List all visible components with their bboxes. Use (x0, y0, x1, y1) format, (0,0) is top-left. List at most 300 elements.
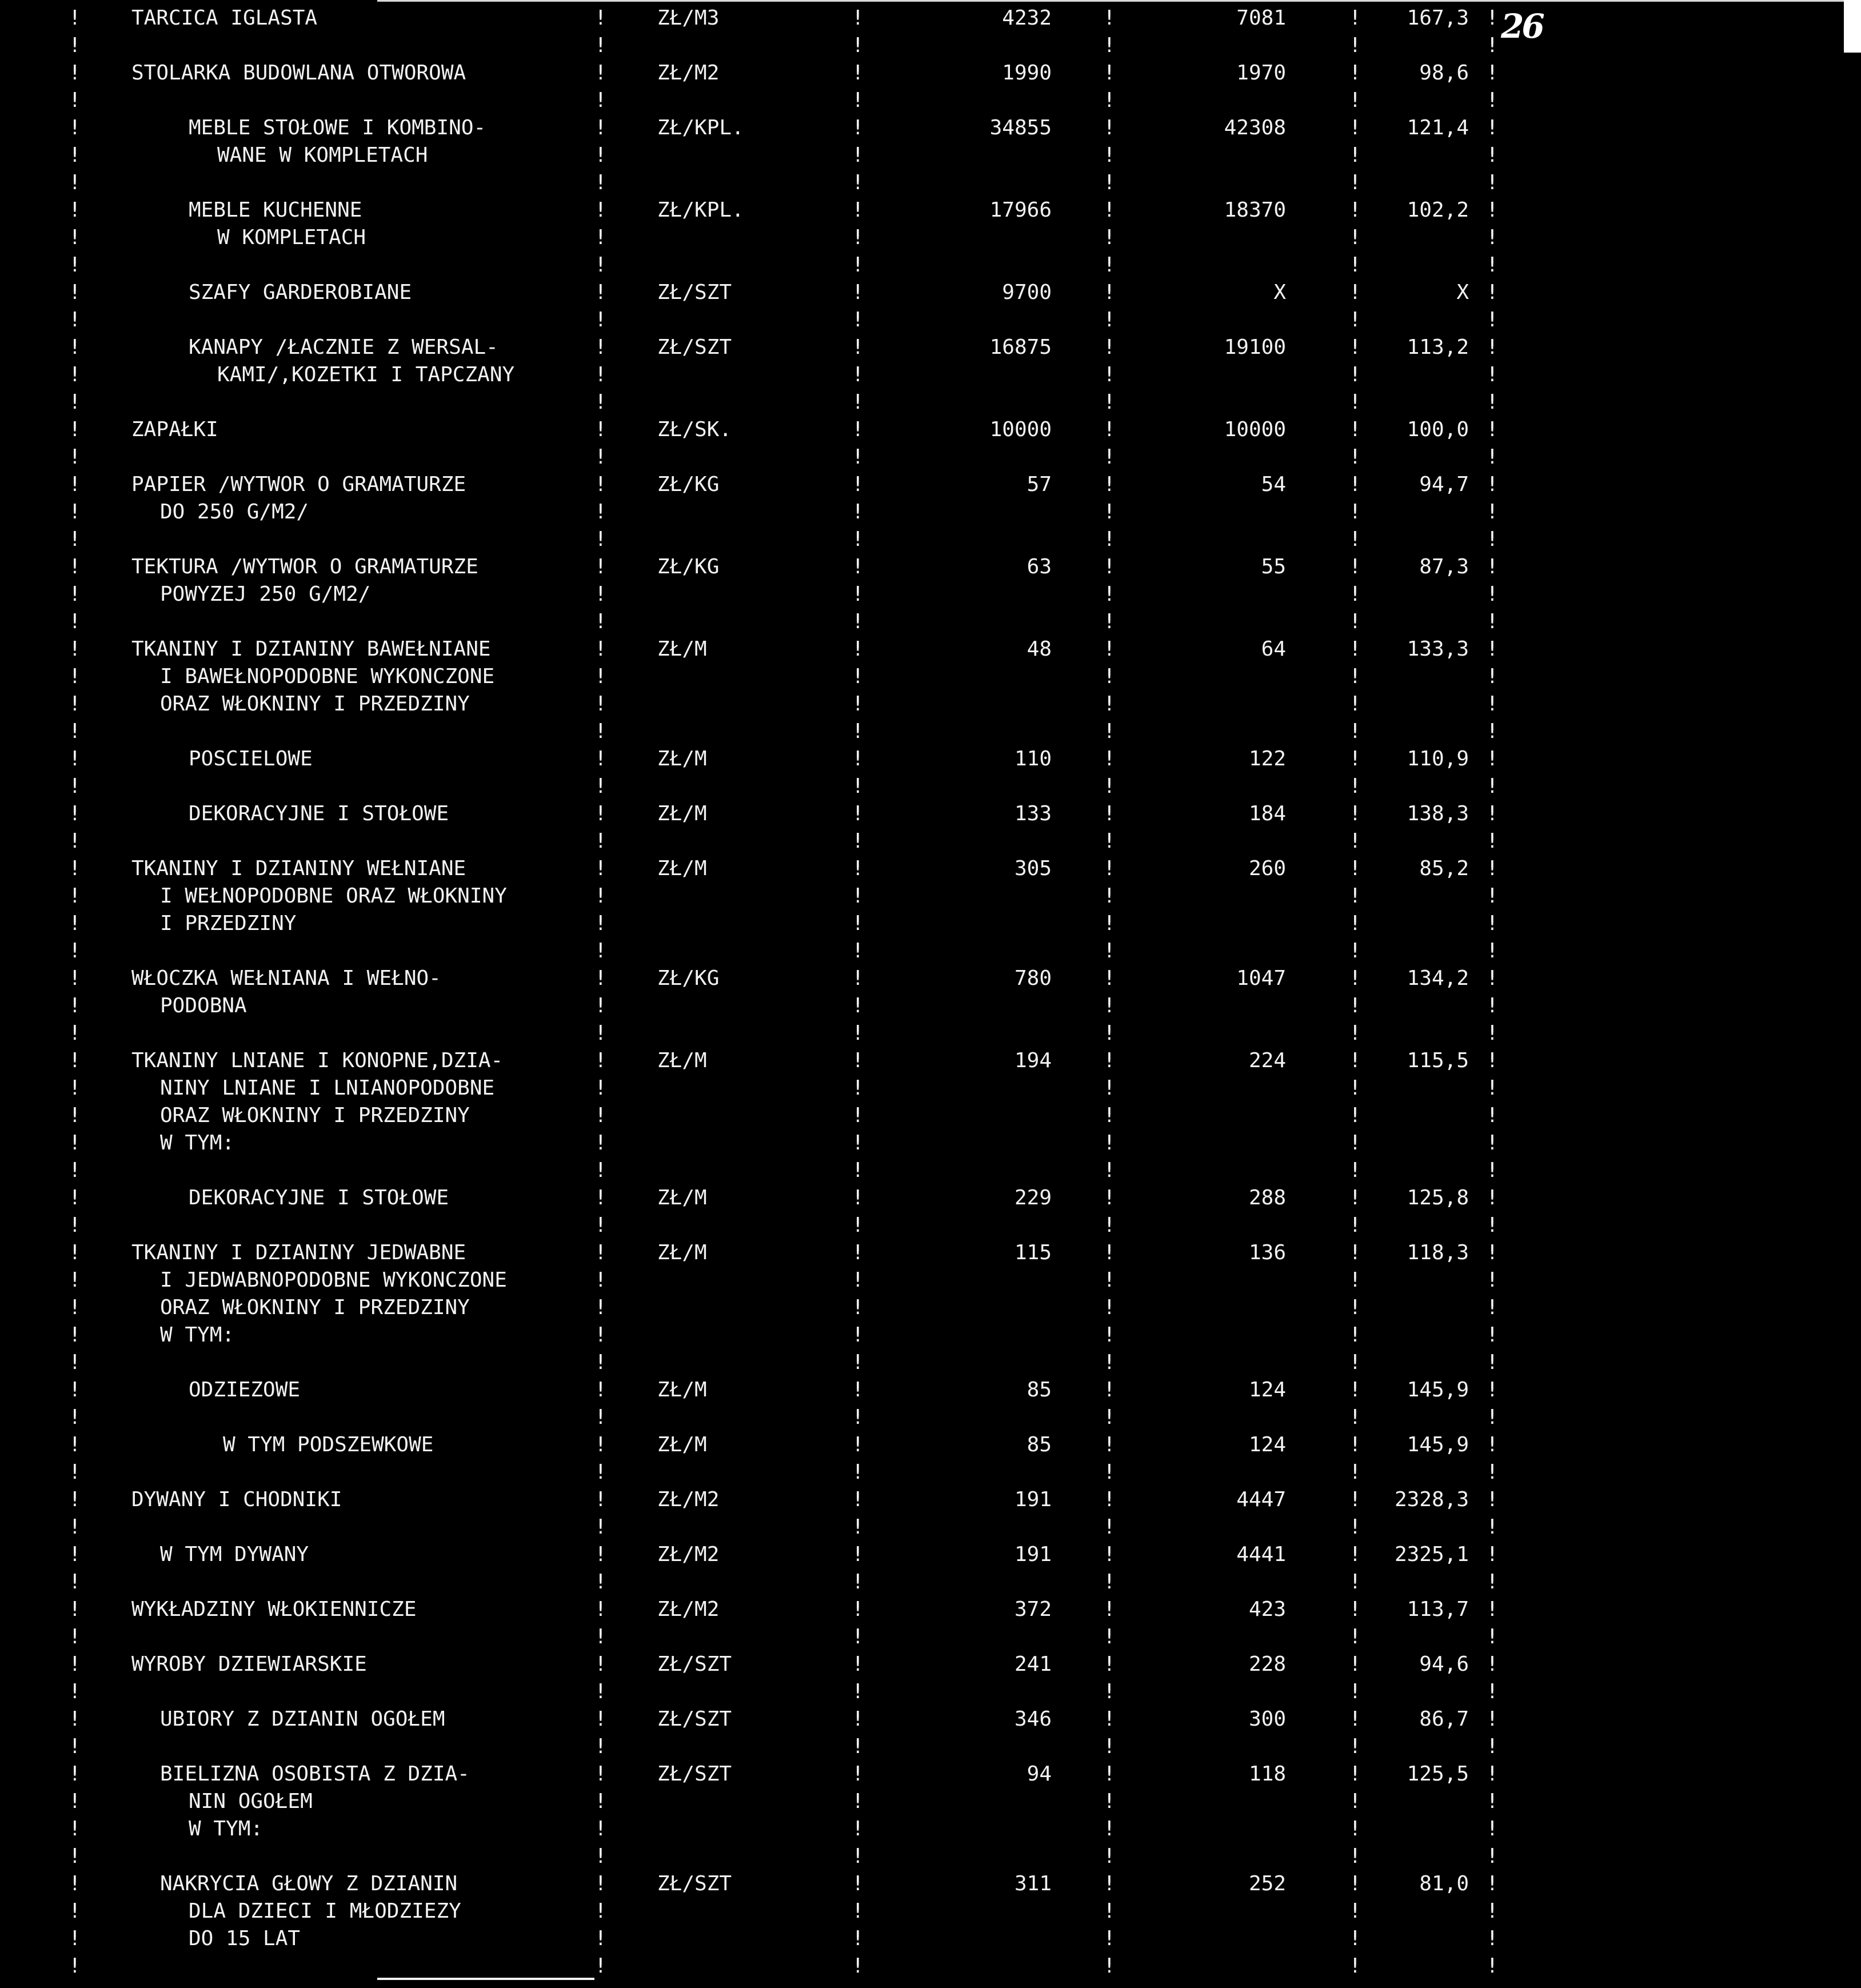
column-separator: ! (1349, 198, 1361, 222)
column-separator: ! (852, 1268, 864, 1292)
value-current: 136 (1248, 1241, 1286, 1264)
column-separator: ! (1103, 6, 1116, 30)
column-separator: ! (594, 1762, 607, 1786)
column-separator: ! (594, 1954, 607, 1978)
column-separator: ! (1103, 1707, 1116, 1731)
table-row (0, 1184, 1509, 1239)
table-row (0, 5, 1509, 59)
column-separator: ! (69, 1515, 81, 1539)
column-separator: ! (594, 1707, 607, 1731)
column-separator: ! (1349, 1488, 1361, 1511)
index-percent: 167,3 (1407, 6, 1469, 30)
table-row (0, 197, 1509, 279)
index-percent: 113,7 (1407, 1598, 1469, 1621)
column-separator: ! (594, 1406, 607, 1429)
column-separator: ! (69, 1652, 81, 1676)
column-separator: ! (69, 1104, 81, 1127)
column-separator: ! (852, 1488, 864, 1511)
item-name (131, 1870, 617, 1953)
column-separator: ! (1349, 1845, 1361, 1868)
column-separator: ! (1486, 665, 1499, 688)
item-name (131, 5, 589, 32)
value-current: 42308 (1224, 116, 1286, 139)
column-separator: ! (1103, 637, 1116, 661)
column-separator: ! (1486, 1049, 1499, 1072)
item-name (131, 745, 646, 773)
item-name-line: TEKTURA /WYTWOR O GRAMATURZE (131, 555, 478, 578)
value-previous: 16875 (989, 336, 1052, 359)
column-separator: ! (69, 884, 81, 908)
table-row (0, 416, 1509, 471)
value-previous: 10000 (989, 418, 1052, 441)
item-name (131, 416, 589, 444)
table-row (0, 1596, 1509, 1651)
column-separator: ! (1103, 308, 1116, 332)
column-separator: ! (1486, 281, 1499, 304)
item-name (131, 59, 589, 87)
item-name-line: TKANINY LNIANE I KONOPNE,DZIA- (131, 1049, 504, 1072)
value-current: 423 (1248, 1598, 1286, 1621)
column-separator: ! (594, 1570, 607, 1594)
column-separator: ! (1486, 912, 1499, 935)
index-percent: 102,2 (1407, 198, 1469, 222)
table-row (0, 1541, 1509, 1596)
column-separator: ! (1103, 1927, 1116, 1950)
column-separator: ! (594, 308, 607, 332)
column-separator: ! (69, 1296, 81, 1319)
column-separator: ! (69, 253, 81, 277)
column-separator: ! (1349, 1433, 1361, 1456)
column-separator: ! (1103, 1296, 1116, 1319)
column-separator: ! (1349, 884, 1361, 908)
column-separator: ! (852, 747, 864, 771)
column-separator: ! (852, 1021, 864, 1045)
item-name-line: DEKORACYJNE I STOŁOWE (189, 802, 449, 825)
page-number-handwritten: 26 (1501, 7, 1543, 46)
item-name-line: WANE W KOMPLETACH (217, 143, 428, 167)
column-separator: ! (1349, 226, 1361, 249)
column-separator: ! (1103, 747, 1116, 771)
column-separator: ! (594, 857, 607, 880)
item-name (131, 1651, 589, 1678)
column-separator: ! (1486, 829, 1499, 853)
column-separator: ! (69, 1872, 81, 1895)
item-name-line: PAPIER /WYTWOR O GRAMATURZE (131, 473, 466, 496)
column-separator: ! (69, 528, 81, 551)
item-name (131, 553, 589, 608)
unit-cell: ZŁ/SZT (657, 281, 732, 304)
column-separator: ! (1486, 226, 1499, 249)
index-percent: 115,5 (1407, 1049, 1469, 1072)
table-row (0, 334, 1509, 416)
column-separator: ! (1486, 1790, 1499, 1813)
value-current: 7081 (1236, 6, 1286, 30)
item-name (131, 1184, 646, 1212)
column-separator: ! (852, 473, 864, 496)
item-name-line: I WEŁNOPODOBNE ORAZ WŁOKNINY (160, 884, 507, 908)
column-separator: ! (594, 912, 607, 935)
column-separator: ! (1349, 390, 1361, 414)
index-percent: 87,3 (1419, 555, 1469, 578)
column-separator: ! (1486, 1406, 1499, 1429)
unit-cell: ZŁ/KG (657, 473, 720, 496)
column-separator: ! (1349, 34, 1361, 57)
column-separator: ! (594, 555, 607, 578)
column-separator: ! (852, 1159, 864, 1182)
column-separator: ! (1486, 939, 1499, 963)
item-name (131, 1541, 617, 1568)
column-separator: ! (1349, 939, 1361, 963)
column-separator: ! (1486, 1899, 1499, 1923)
index-percent: 98,6 (1419, 61, 1469, 85)
item-name (131, 1596, 589, 1623)
column-separator: ! (1103, 829, 1116, 853)
value-previous: 194 (1014, 1049, 1052, 1072)
column-separator: ! (1103, 1872, 1116, 1895)
column-separator: ! (1486, 34, 1499, 57)
column-separator: ! (594, 171, 607, 194)
column-separator: ! (594, 116, 607, 139)
column-separator: ! (594, 6, 607, 30)
column-separator: ! (594, 720, 607, 743)
column-separator: ! (594, 1021, 607, 1045)
column-separator: ! (1103, 720, 1116, 743)
column-separator: ! (594, 1323, 607, 1347)
column-separator: ! (1103, 390, 1116, 414)
column-separator: ! (1103, 1488, 1116, 1511)
column-separator: ! (1486, 253, 1499, 277)
column-separator: ! (1103, 1680, 1116, 1703)
column-separator: ! (69, 198, 81, 222)
column-separator: ! (594, 445, 607, 469)
column-separator: ! (1349, 1762, 1361, 1786)
table-row (0, 1651, 1509, 1706)
column-separator: ! (1486, 473, 1499, 496)
column-separator: ! (1486, 1213, 1499, 1237)
column-separator: ! (852, 775, 864, 798)
index-percent: 94,6 (1419, 1652, 1469, 1676)
item-name-line: UBIORY Z DZIANIN OGOŁEM (160, 1707, 445, 1731)
column-separator: ! (69, 308, 81, 332)
item-name (131, 471, 589, 526)
column-separator: ! (1349, 1790, 1361, 1813)
column-separator: ! (594, 1515, 607, 1539)
column-separator: ! (594, 939, 607, 963)
index-percent: 125,5 (1407, 1762, 1469, 1786)
index-percent: 94,7 (1419, 473, 1469, 496)
unit-cell: ZŁ/KPL. (657, 198, 744, 222)
item-name-line: DYWANY I CHODNIKI (131, 1488, 342, 1511)
column-separator: ! (852, 61, 864, 85)
value-previous: 305 (1014, 857, 1052, 880)
column-separator: ! (1349, 555, 1361, 578)
value-previous: 9700 (1002, 281, 1052, 304)
column-separator: ! (69, 1213, 81, 1237)
value-current: 18370 (1224, 198, 1286, 222)
table-row (0, 471, 1509, 553)
column-separator: ! (852, 6, 864, 30)
column-separator: ! (1103, 1954, 1116, 1978)
column-separator: ! (852, 445, 864, 469)
column-separator: ! (852, 1625, 864, 1648)
column-separator: ! (594, 1543, 607, 1566)
column-separator: ! (69, 802, 81, 825)
index-percent: 138,3 (1407, 802, 1469, 825)
item-name-line: KAMI/,KOZETKI I TAPCZANY (217, 363, 515, 386)
column-separator: ! (1103, 1433, 1116, 1456)
column-separator: ! (852, 1076, 864, 1100)
column-separator: ! (1349, 1515, 1361, 1539)
column-separator: ! (852, 1323, 864, 1347)
column-separator: ! (852, 1186, 864, 1209)
column-separator: ! (69, 1543, 81, 1566)
column-separator: ! (1349, 1241, 1361, 1264)
column-separator: ! (594, 637, 607, 661)
column-separator: ! (594, 528, 607, 551)
column-separator: ! (1349, 775, 1361, 798)
item-name-line: ODZIEZOWE (189, 1378, 301, 1402)
value-previous: 63 (1027, 555, 1052, 578)
unit-cell: ZŁ/M (657, 1378, 707, 1402)
table-row (0, 745, 1509, 800)
column-separator: ! (1103, 610, 1116, 633)
column-separator: ! (69, 336, 81, 359)
column-separator: ! (69, 390, 81, 414)
column-separator: ! (852, 912, 864, 935)
column-separator: ! (1103, 1049, 1116, 1072)
column-separator: ! (1103, 1406, 1116, 1429)
column-separator: ! (1486, 1296, 1499, 1319)
column-separator: ! (852, 34, 864, 57)
column-separator: ! (1103, 1131, 1116, 1155)
column-separator: ! (852, 1570, 864, 1594)
column-separator: ! (1486, 582, 1499, 606)
item-name-line: WYROBY DZIEWIARSKIE (131, 1652, 367, 1676)
column-separator: ! (852, 418, 864, 441)
column-separator: ! (69, 1378, 81, 1402)
column-separator: ! (594, 1817, 607, 1841)
column-separator: ! (1349, 1213, 1361, 1237)
item-name-line: STOLARKA BUDOWLANA OTWOROWA (131, 61, 466, 85)
value-current: 124 (1248, 1378, 1286, 1402)
column-separator: ! (852, 1460, 864, 1484)
column-separator: ! (594, 89, 607, 112)
column-separator: ! (1486, 555, 1499, 578)
index-percent: 100,0 (1407, 418, 1469, 441)
column-separator: ! (1486, 775, 1499, 798)
column-separator: ! (1349, 308, 1361, 332)
column-separator: ! (594, 1899, 607, 1923)
column-separator: ! (594, 143, 607, 167)
unit-cell: ZŁ/SK. (657, 418, 732, 441)
item-name-line: DLA DZIECI I MŁODZIEZY (189, 1899, 461, 1923)
value-previous: 229 (1014, 1186, 1052, 1209)
column-separator: ! (69, 1351, 81, 1374)
column-separator: ! (1349, 363, 1361, 386)
column-separator: ! (594, 226, 607, 249)
column-separator: ! (69, 967, 81, 990)
item-name-line: DEKORACYJNE I STOŁOWE (189, 1186, 449, 1209)
column-separator: ! (69, 281, 81, 304)
column-separator: ! (594, 390, 607, 414)
column-separator: ! (1349, 720, 1361, 743)
index-percent: 86,7 (1419, 1707, 1469, 1731)
item-name-line: W TYM PODSZEWKOWE (223, 1433, 434, 1456)
column-separator: ! (1349, 1899, 1361, 1923)
item-name-line: POSCIELOWE (189, 747, 313, 771)
column-separator: ! (1349, 1460, 1361, 1484)
column-separator: ! (1103, 89, 1116, 112)
value-current: 54 (1261, 473, 1286, 496)
item-name-line: NINY LNIANE I LNIANOPODOBNE (160, 1076, 495, 1100)
column-separator: ! (69, 61, 81, 85)
index-percent: 110,9 (1407, 747, 1469, 771)
unit-cell: ZŁ/M (657, 1186, 707, 1209)
column-separator: ! (1103, 857, 1116, 880)
value-current: 10000 (1224, 418, 1286, 441)
column-separator: ! (594, 1680, 607, 1703)
column-separator: ! (1349, 1351, 1361, 1374)
column-separator: ! (69, 1707, 81, 1731)
column-separator: ! (852, 582, 864, 606)
index-percent: 81,0 (1419, 1872, 1469, 1895)
item-name-line: ORAZ WŁOKNINY I PRZEDZINY (160, 1104, 470, 1127)
column-separator: ! (1486, 967, 1499, 990)
column-separator: ! (1103, 912, 1116, 935)
column-separator: ! (1486, 1488, 1499, 1511)
column-separator: ! (1486, 500, 1499, 524)
value-current: 64 (1261, 637, 1286, 661)
column-separator: ! (852, 884, 864, 908)
column-separator: ! (852, 1351, 864, 1374)
column-separator: ! (1349, 1680, 1361, 1703)
index-percent: 2328,3 (1394, 1488, 1469, 1511)
column-separator: ! (1486, 89, 1499, 112)
column-separator: ! (1103, 34, 1116, 57)
item-name-line: DO 15 LAT (189, 1927, 301, 1950)
column-separator: ! (1103, 500, 1116, 524)
column-separator: ! (594, 1268, 607, 1292)
unit-cell: ZŁ/M2 (657, 1488, 720, 1511)
value-previous: 85 (1027, 1433, 1052, 1456)
item-name-line: MEBLE STOŁOWE I KOMBINO- (189, 116, 486, 139)
column-separator: ! (1103, 363, 1116, 386)
column-separator: ! (69, 1570, 81, 1594)
column-separator: ! (1349, 1543, 1361, 1566)
column-separator: ! (1103, 418, 1116, 441)
column-separator: ! (1103, 116, 1116, 139)
column-separator: ! (852, 802, 864, 825)
column-separator: ! (69, 363, 81, 386)
column-separator: ! (69, 1954, 81, 1978)
unit-cell: ZŁ/SZT (657, 1762, 732, 1786)
column-separator: ! (69, 692, 81, 716)
index-percent: 85,2 (1419, 857, 1469, 880)
column-separator: ! (69, 473, 81, 496)
item-name (131, 1376, 646, 1404)
column-separator: ! (1103, 1790, 1116, 1813)
column-separator: ! (1103, 1543, 1116, 1566)
column-separator: ! (69, 1598, 81, 1621)
table-row (0, 855, 1509, 965)
column-separator: ! (1103, 1213, 1116, 1237)
column-separator: ! (594, 692, 607, 716)
column-separator: ! (1103, 528, 1116, 551)
column-separator: ! (1486, 1460, 1499, 1484)
column-separator: ! (1486, 610, 1499, 633)
item-name-line: W KOMPLETACH (217, 226, 366, 249)
column-separator: ! (1349, 912, 1361, 935)
table-row (0, 553, 1509, 636)
column-separator: ! (1349, 1570, 1361, 1594)
column-separator: ! (1349, 1076, 1361, 1100)
value-current: 124 (1248, 1433, 1286, 1456)
column-separator: ! (1103, 555, 1116, 578)
item-name-line: ORAZ WŁOKNINY I PRZEDZINY (160, 692, 470, 716)
column-separator: ! (69, 1680, 81, 1703)
column-separator: ! (1486, 1598, 1499, 1621)
column-separator: ! (1349, 582, 1361, 606)
column-separator: ! (1103, 802, 1116, 825)
column-separator: ! (1486, 1378, 1499, 1402)
column-separator: ! (1103, 1570, 1116, 1594)
unit-cell: ZŁ/KPL. (657, 116, 744, 139)
column-separator: ! (852, 1680, 864, 1703)
column-separator: ! (594, 1104, 607, 1127)
column-separator: ! (69, 143, 81, 167)
column-separator: ! (1486, 747, 1499, 771)
column-separator: ! (1486, 1351, 1499, 1374)
column-separator: ! (69, 418, 81, 441)
column-separator: ! (1103, 1241, 1116, 1264)
column-separator: ! (852, 1735, 864, 1758)
item-name-line: WŁOCZKA WEŁNIANA I WEŁNO- (131, 967, 441, 990)
column-separator: ! (1103, 473, 1116, 496)
column-separator: ! (1486, 1021, 1499, 1045)
table-row (0, 279, 1509, 334)
column-separator: ! (1349, 1021, 1361, 1045)
column-separator: ! (594, 1049, 607, 1072)
column-separator: ! (1103, 1076, 1116, 1100)
column-separator: ! (69, 1241, 81, 1264)
column-separator: ! (1349, 336, 1361, 359)
unit-cell: ZŁ/M3 (657, 6, 720, 30)
column-separator: ! (69, 226, 81, 249)
column-separator: ! (852, 1543, 864, 1566)
value-previous: 346 (1014, 1707, 1052, 1731)
index-percent: 121,4 (1407, 116, 1469, 139)
table-row (0, 1239, 1509, 1376)
column-separator: ! (852, 610, 864, 633)
column-separator: ! (852, 336, 864, 359)
value-previous: 1990 (1002, 61, 1052, 85)
column-separator: ! (69, 500, 81, 524)
column-separator: ! (852, 857, 864, 880)
column-separator: ! (852, 363, 864, 386)
unit-cell: ZŁ/KG (657, 555, 720, 578)
column-separator: ! (1486, 692, 1499, 716)
column-separator: ! (1349, 1268, 1361, 1292)
column-separator: ! (1486, 1076, 1499, 1100)
column-separator: ! (852, 1652, 864, 1676)
column-separator: ! (1349, 6, 1361, 30)
column-separator: ! (1103, 1845, 1116, 1868)
column-separator: ! (69, 6, 81, 30)
column-separator: ! (852, 1598, 864, 1621)
column-separator: ! (1349, 1707, 1361, 1731)
index-percent: 118,3 (1407, 1241, 1469, 1264)
top-rule (377, 0, 1852, 2)
